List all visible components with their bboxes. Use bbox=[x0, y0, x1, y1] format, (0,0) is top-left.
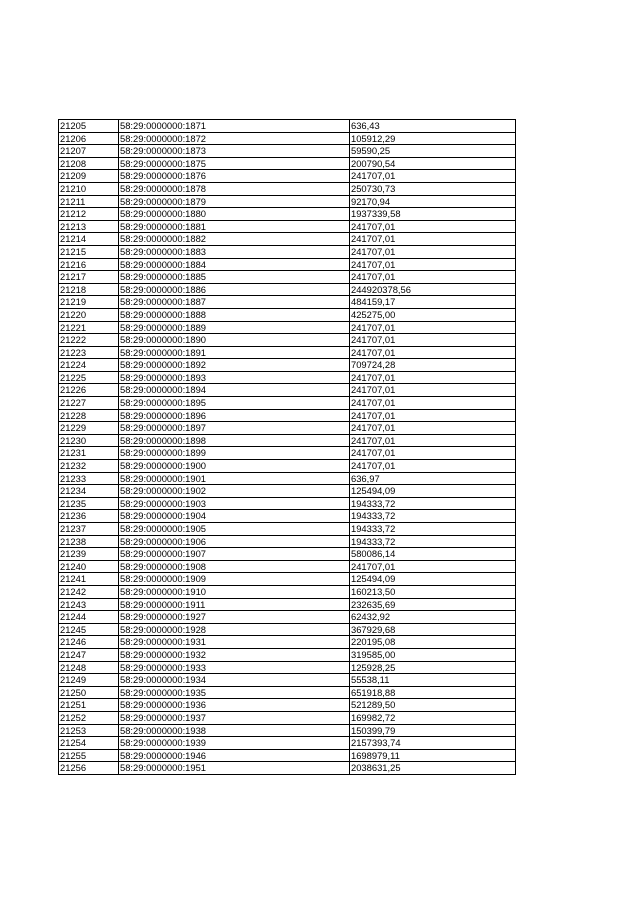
value-cell: 521289,50 bbox=[350, 699, 516, 712]
row-number-cell: 21234 bbox=[59, 485, 119, 498]
cadastral-number-cell: 58:29:0000000:1909 bbox=[119, 573, 350, 586]
value-cell: 1937339,58 bbox=[350, 208, 516, 221]
value-cell: 55538,11 bbox=[350, 674, 516, 687]
value-cell: 241707,01 bbox=[350, 422, 516, 435]
table-row bbox=[59, 674, 516, 687]
row-number-cell: 21223 bbox=[59, 346, 119, 359]
table-row bbox=[59, 686, 516, 699]
table-row bbox=[59, 120, 516, 133]
row-number-cell: 21212 bbox=[59, 208, 119, 221]
table-row bbox=[59, 535, 516, 548]
row-number-cell: 21226 bbox=[59, 384, 119, 397]
row-number-cell: 21245 bbox=[59, 623, 119, 636]
value-cell: 241707,01 bbox=[350, 245, 516, 258]
value-cell: 92170,94 bbox=[350, 195, 516, 208]
table-row bbox=[59, 384, 516, 397]
row-number-cell: 21232 bbox=[59, 460, 119, 473]
row-number-cell: 21252 bbox=[59, 711, 119, 724]
table-row bbox=[59, 233, 516, 246]
row-number-cell: 21241 bbox=[59, 573, 119, 586]
cadastral-number-cell: 58:29:0000000:1938 bbox=[119, 724, 350, 737]
table-row bbox=[59, 346, 516, 359]
value-cell: 636,43 bbox=[350, 120, 516, 133]
table-row bbox=[59, 371, 516, 384]
row-number-cell: 21219 bbox=[59, 296, 119, 309]
row-number-cell: 21248 bbox=[59, 661, 119, 674]
cadastral-number-cell: 58:29:0000000:1884 bbox=[119, 258, 350, 271]
table-row bbox=[59, 321, 516, 334]
cadastral-number-cell: 58:29:0000000:1892 bbox=[119, 359, 350, 372]
value-cell: 241707,01 bbox=[350, 409, 516, 422]
cadastral-number-cell: 58:29:0000000:1890 bbox=[119, 334, 350, 347]
row-number-cell: 21224 bbox=[59, 359, 119, 372]
row-number-cell: 21249 bbox=[59, 674, 119, 687]
value-cell: 232635,69 bbox=[350, 598, 516, 611]
table-row bbox=[59, 434, 516, 447]
table-body bbox=[59, 120, 516, 775]
cadastral-number-cell: 58:29:0000000:1932 bbox=[119, 648, 350, 661]
cadastral-number-cell: 58:29:0000000:1894 bbox=[119, 384, 350, 397]
table-row bbox=[59, 585, 516, 598]
row-number-cell: 21211 bbox=[59, 195, 119, 208]
table-row bbox=[59, 523, 516, 536]
cadastral-number-cell: 58:29:0000000:1893 bbox=[119, 371, 350, 384]
row-number-cell: 21242 bbox=[59, 585, 119, 598]
value-cell: 241707,01 bbox=[350, 321, 516, 334]
cadastral-number-cell: 58:29:0000000:1939 bbox=[119, 737, 350, 750]
row-number-cell: 21222 bbox=[59, 334, 119, 347]
table-row bbox=[59, 762, 516, 775]
table-row bbox=[59, 472, 516, 485]
row-number-cell: 21208 bbox=[59, 157, 119, 170]
value-cell: 241707,01 bbox=[350, 258, 516, 271]
table-row bbox=[59, 145, 516, 158]
cadastral-number-cell: 58:29:0000000:1881 bbox=[119, 220, 350, 233]
value-cell: 636,97 bbox=[350, 472, 516, 485]
table-row bbox=[59, 220, 516, 233]
value-cell: 62432,92 bbox=[350, 611, 516, 624]
value-cell: 2157393,74 bbox=[350, 737, 516, 750]
table-row bbox=[59, 271, 516, 284]
table-row bbox=[59, 724, 516, 737]
cadastral-number-cell: 58:29:0000000:1902 bbox=[119, 485, 350, 498]
row-number-cell: 21256 bbox=[59, 762, 119, 775]
value-cell: 105912,29 bbox=[350, 132, 516, 145]
table-row bbox=[59, 308, 516, 321]
row-number-cell: 21229 bbox=[59, 422, 119, 435]
table-row bbox=[59, 548, 516, 561]
value-cell: 241707,01 bbox=[350, 271, 516, 284]
row-number-cell: 21240 bbox=[59, 560, 119, 573]
cadastral-number-cell: 58:29:0000000:1872 bbox=[119, 132, 350, 145]
value-cell: 241707,01 bbox=[350, 334, 516, 347]
value-cell: 241707,01 bbox=[350, 460, 516, 473]
row-number-cell: 21250 bbox=[59, 686, 119, 699]
row-number-cell: 21214 bbox=[59, 233, 119, 246]
row-number-cell: 21255 bbox=[59, 749, 119, 762]
cadastral-number-cell: 58:29:0000000:1901 bbox=[119, 472, 350, 485]
row-number-cell: 21239 bbox=[59, 548, 119, 561]
value-cell: 319585,00 bbox=[350, 648, 516, 661]
cadastral-number-cell: 58:29:0000000:1883 bbox=[119, 245, 350, 258]
value-cell: 241707,01 bbox=[350, 560, 516, 573]
table-row bbox=[59, 485, 516, 498]
cadastral-number-cell: 58:29:0000000:1910 bbox=[119, 585, 350, 598]
table-row bbox=[59, 648, 516, 661]
row-number-cell: 21220 bbox=[59, 308, 119, 321]
cadastral-number-cell: 58:29:0000000:1880 bbox=[119, 208, 350, 221]
value-cell: 194333,72 bbox=[350, 510, 516, 523]
cadastral-number-cell: 58:29:0000000:1873 bbox=[119, 145, 350, 158]
value-cell: 194333,72 bbox=[350, 497, 516, 510]
row-number-cell: 21238 bbox=[59, 535, 119, 548]
row-number-cell: 21205 bbox=[59, 120, 119, 133]
cadastral-number-cell: 58:29:0000000:1905 bbox=[119, 523, 350, 536]
value-cell: 241707,01 bbox=[350, 434, 516, 447]
row-number-cell: 21209 bbox=[59, 170, 119, 183]
table-row bbox=[59, 699, 516, 712]
value-cell: 200790,54 bbox=[350, 157, 516, 170]
row-number-cell: 21251 bbox=[59, 699, 119, 712]
row-number-cell: 21210 bbox=[59, 182, 119, 195]
row-number-cell: 21227 bbox=[59, 397, 119, 410]
table-row bbox=[59, 611, 516, 624]
row-number-cell: 21215 bbox=[59, 245, 119, 258]
value-cell: 125928,25 bbox=[350, 661, 516, 674]
table-row bbox=[59, 749, 516, 762]
row-number-cell: 21253 bbox=[59, 724, 119, 737]
cadastral-number-cell: 58:29:0000000:1898 bbox=[119, 434, 350, 447]
table-row bbox=[59, 157, 516, 170]
row-number-cell: 21246 bbox=[59, 636, 119, 649]
cadastral-number-cell: 58:29:0000000:1891 bbox=[119, 346, 350, 359]
row-number-cell: 21254 bbox=[59, 737, 119, 750]
cadastral-number-cell: 58:29:0000000:1896 bbox=[119, 409, 350, 422]
value-cell: 125494,09 bbox=[350, 573, 516, 586]
cadastral-number-cell: 58:29:0000000:1888 bbox=[119, 308, 350, 321]
value-cell: 244920378,56 bbox=[350, 283, 516, 296]
value-cell: 250730,73 bbox=[350, 182, 516, 195]
cadastral-number-cell: 58:29:0000000:1931 bbox=[119, 636, 350, 649]
cadastral-number-cell: 58:29:0000000:1886 bbox=[119, 283, 350, 296]
table-row bbox=[59, 711, 516, 724]
row-number-cell: 21231 bbox=[59, 447, 119, 460]
table-row bbox=[59, 573, 516, 586]
cadastral-number-cell: 58:29:0000000:1934 bbox=[119, 674, 350, 687]
table-row bbox=[59, 409, 516, 422]
row-number-cell: 21221 bbox=[59, 321, 119, 334]
value-cell: 709724,28 bbox=[350, 359, 516, 372]
value-cell: 241707,01 bbox=[350, 233, 516, 246]
cadastral-number-cell: 58:29:0000000:1903 bbox=[119, 497, 350, 510]
row-number-cell: 21235 bbox=[59, 497, 119, 510]
cadastral-value-table bbox=[58, 119, 516, 775]
table-row bbox=[59, 737, 516, 750]
row-number-cell: 21247 bbox=[59, 648, 119, 661]
table-row bbox=[59, 623, 516, 636]
table-row bbox=[59, 132, 516, 145]
cadastral-number-cell: 58:29:0000000:1887 bbox=[119, 296, 350, 309]
cadastral-number-cell: 58:29:0000000:1935 bbox=[119, 686, 350, 699]
value-cell: 241707,01 bbox=[350, 447, 516, 460]
table-row bbox=[59, 334, 516, 347]
row-number-cell: 21206 bbox=[59, 132, 119, 145]
table-row bbox=[59, 170, 516, 183]
table-row bbox=[59, 510, 516, 523]
table-row bbox=[59, 258, 516, 271]
row-number-cell: 21225 bbox=[59, 371, 119, 384]
value-cell: 484159,17 bbox=[350, 296, 516, 309]
row-number-cell: 21244 bbox=[59, 611, 119, 624]
value-cell: 220195,08 bbox=[350, 636, 516, 649]
value-cell: 1698979,11 bbox=[350, 749, 516, 762]
table-row bbox=[59, 497, 516, 510]
table-row bbox=[59, 296, 516, 309]
row-number-cell: 21236 bbox=[59, 510, 119, 523]
cadastral-number-cell: 58:29:0000000:1882 bbox=[119, 233, 350, 246]
row-number-cell: 21243 bbox=[59, 598, 119, 611]
table-row bbox=[59, 208, 516, 221]
cadastral-number-cell: 58:29:0000000:1899 bbox=[119, 447, 350, 460]
cadastral-number-cell: 58:29:0000000:1907 bbox=[119, 548, 350, 561]
table-row bbox=[59, 447, 516, 460]
value-cell: 241707,01 bbox=[350, 384, 516, 397]
cadastral-number-cell: 58:29:0000000:1879 bbox=[119, 195, 350, 208]
cadastral-number-cell: 58:29:0000000:1908 bbox=[119, 560, 350, 573]
table-row bbox=[59, 598, 516, 611]
cadastral-number-cell: 58:29:0000000:1906 bbox=[119, 535, 350, 548]
table-row bbox=[59, 460, 516, 473]
table-row bbox=[59, 661, 516, 674]
value-cell: 194333,72 bbox=[350, 523, 516, 536]
row-number-cell: 21217 bbox=[59, 271, 119, 284]
cadastral-number-cell: 58:29:0000000:1876 bbox=[119, 170, 350, 183]
cadastral-number-cell: 58:29:0000000:1871 bbox=[119, 120, 350, 133]
row-number-cell: 21213 bbox=[59, 220, 119, 233]
table-row bbox=[59, 636, 516, 649]
value-cell: 2038631,25 bbox=[350, 762, 516, 775]
row-number-cell: 21216 bbox=[59, 258, 119, 271]
value-cell: 241707,01 bbox=[350, 220, 516, 233]
value-cell: 150399,79 bbox=[350, 724, 516, 737]
value-cell: 194333,72 bbox=[350, 535, 516, 548]
value-cell: 651918,88 bbox=[350, 686, 516, 699]
table-row bbox=[59, 560, 516, 573]
cadastral-number-cell: 58:29:0000000:1875 bbox=[119, 157, 350, 170]
value-cell: 169982,72 bbox=[350, 711, 516, 724]
cadastral-number-cell: 58:29:0000000:1927 bbox=[119, 611, 350, 624]
table-row bbox=[59, 245, 516, 258]
value-cell: 241707,01 bbox=[350, 170, 516, 183]
cadastral-number-cell: 58:29:0000000:1928 bbox=[119, 623, 350, 636]
cadastral-number-cell: 58:29:0000000:1933 bbox=[119, 661, 350, 674]
value-cell: 241707,01 bbox=[350, 346, 516, 359]
cadastral-number-cell: 58:29:0000000:1937 bbox=[119, 711, 350, 724]
table-row bbox=[59, 195, 516, 208]
cadastral-number-cell: 58:29:0000000:1885 bbox=[119, 271, 350, 284]
cadastral-number-cell: 58:29:0000000:1895 bbox=[119, 397, 350, 410]
row-number-cell: 21233 bbox=[59, 472, 119, 485]
value-cell: 425275,00 bbox=[350, 308, 516, 321]
table-row bbox=[59, 182, 516, 195]
row-number-cell: 21218 bbox=[59, 283, 119, 296]
value-cell: 241707,01 bbox=[350, 397, 516, 410]
cadastral-number-cell: 58:29:0000000:1936 bbox=[119, 699, 350, 712]
value-cell: 580086,14 bbox=[350, 548, 516, 561]
value-cell: 160213,50 bbox=[350, 585, 516, 598]
table-row bbox=[59, 422, 516, 435]
cadastral-number-cell: 58:29:0000000:1951 bbox=[119, 762, 350, 775]
table-row bbox=[59, 283, 516, 296]
cadastral-number-cell: 58:29:0000000:1878 bbox=[119, 182, 350, 195]
cadastral-number-cell: 58:29:0000000:1904 bbox=[119, 510, 350, 523]
cadastral-number-cell: 58:29:0000000:1911 bbox=[119, 598, 350, 611]
cadastral-number-cell: 58:29:0000000:1897 bbox=[119, 422, 350, 435]
value-cell: 125494,09 bbox=[350, 485, 516, 498]
cadastral-number-cell: 58:29:0000000:1946 bbox=[119, 749, 350, 762]
row-number-cell: 21228 bbox=[59, 409, 119, 422]
row-number-cell: 21230 bbox=[59, 434, 119, 447]
row-number-cell: 21207 bbox=[59, 145, 119, 158]
table-row bbox=[59, 397, 516, 410]
cadastral-number-cell: 58:29:0000000:1900 bbox=[119, 460, 350, 473]
row-number-cell: 21237 bbox=[59, 523, 119, 536]
value-cell: 367929,68 bbox=[350, 623, 516, 636]
value-cell: 59590,25 bbox=[350, 145, 516, 158]
table-row bbox=[59, 359, 516, 372]
cadastral-number-cell: 58:29:0000000:1889 bbox=[119, 321, 350, 334]
value-cell: 241707,01 bbox=[350, 371, 516, 384]
